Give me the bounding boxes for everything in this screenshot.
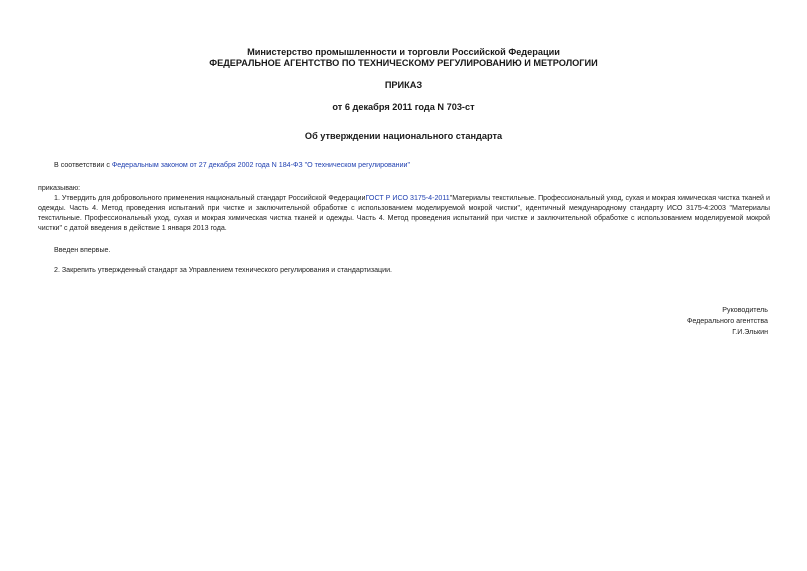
orders-line: приказываю: bbox=[38, 184, 81, 192]
introduced-first-note: Введен впервые. bbox=[54, 246, 111, 254]
item-2-paragraph: 2. Закрепить утвержденный стандарт за Управлением технического регулирования и стандартизации. bbox=[54, 266, 393, 274]
agency-heading: ФЕДЕРАЛЬНОЕ АГЕНТСТВО ПО ТЕХНИЧЕСКОМУ РЕГУЛИРОВАНИЮ И МЕТРОЛОГИИ bbox=[209, 58, 598, 68]
gost-standard-link[interactable]: ГОСТ Р ИСО 3175-4-2011 bbox=[365, 194, 450, 202]
item-1-prefix: 1. Утвердить для добровольного применения национальный стандарт Российской Федерации bbox=[54, 194, 366, 202]
item-1-paragraph bbox=[38, 193, 770, 233]
signature-title: Руководитель bbox=[722, 306, 768, 314]
federal-law-link[interactable]: Федеральным законом от 27 декабря 2002 года N 184-ФЗ "О техническом регулировании" bbox=[111, 161, 411, 169]
intro-prefix: В соответствии с bbox=[54, 161, 112, 169]
ministry-heading: Министерство промышленности и торговли Российской Федерации bbox=[247, 47, 560, 57]
signature-name: Г.И.Элькин bbox=[732, 328, 768, 336]
document-subject-heading: Об утверждении национального стандарта bbox=[304, 131, 503, 141]
signature-block bbox=[687, 305, 768, 338]
signature-org: Федерального агентства bbox=[686, 317, 768, 325]
document-date-heading: от 6 декабря 2011 года N 703-ст bbox=[332, 102, 475, 112]
intro-paragraph bbox=[54, 160, 770, 170]
item-1-text: "Материалы текстильные. Профессиональный уход, сухая и мокрая химическая чистка тканей и одежды. Часть 4. Метод проведения испытаний при чистке и заключительной обработке с использованием моделируемой мокрой чистки", идентичный международному стандарту ИСО 3175-4:2003 "Материалы текстильные. Профессиональный уход, сухая и мокрая химическая чистка тканей и одежды. Часть 4. Метод проведения испытаний при чистке и заключительной обработке с использованием моделируемой мокрой чистки" с датой введения в действие 1 января 2013 года. bbox=[38, 194, 770, 232]
document-type-heading: ПРИКАЗ bbox=[384, 80, 423, 90]
